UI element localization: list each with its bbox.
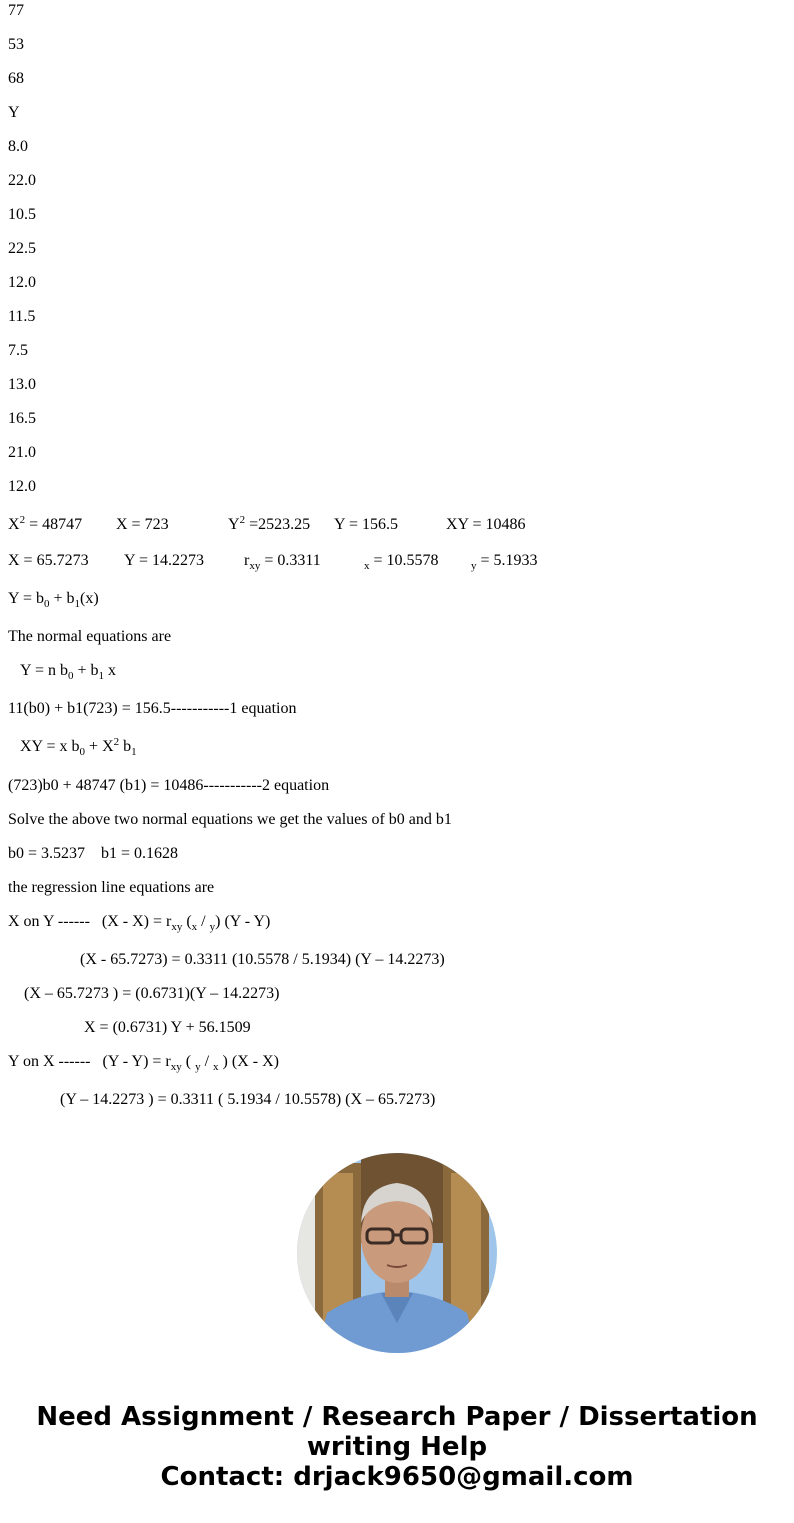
y-value: 13.0 bbox=[8, 376, 36, 393]
normal-equation-1-form: Y = n $b_0 + b_1$ x bbox=[20, 662, 117, 682]
y-value: 22.0 bbox=[8, 172, 36, 189]
x-on-y-result: X = (0.6731) Y + 56.1509 bbox=[84, 1019, 251, 1036]
sum-y: Y = 156.5 bbox=[334, 516, 398, 533]
sums-line bbox=[8, 515, 788, 535]
y-value: 11.5 bbox=[8, 308, 36, 325]
footer-line-1: Need Assignment / Research Paper / Dissertation bbox=[36, 1402, 758, 1432]
author-photo bbox=[297, 1153, 497, 1353]
coefficients: b0 = 3.5237 b1 = 0.1628 bbox=[8, 845, 179, 862]
sigma-x: $_x$ = 10.5578 bbox=[364, 552, 439, 572]
correlation-r: $r_{xy} = 0.3311$ bbox=[244, 552, 321, 572]
mean-x: X = 65.7273 bbox=[8, 552, 89, 569]
sigma-y: $_y$ = 5.1933 bbox=[471, 552, 538, 572]
y-value: 10.5 bbox=[8, 206, 36, 223]
y-value: 16.5 bbox=[8, 410, 36, 427]
footer-contact: Contact: drjack9650@gmail.com bbox=[160, 1462, 634, 1492]
y-value: 7.5 bbox=[8, 342, 28, 359]
solve-text: Solve the above two normal equations we get the values of b0 and b1 bbox=[8, 811, 452, 828]
normal-equation-1: 11(b0) + b1(723) = 156.5-----------1 equation bbox=[8, 700, 297, 717]
y-value: 22.5 bbox=[8, 240, 36, 257]
means-line bbox=[8, 551, 788, 571]
regression-title: the regression line equations are bbox=[8, 879, 215, 896]
y-value: 12.0 bbox=[8, 274, 36, 291]
sum-y-squared: $Y^2 =2523.25$ bbox=[228, 514, 311, 533]
x-on-y-step-1: (X - 65.7273) = 0.3311 (10.5578 / 5.1934) (Y – 14.2273) bbox=[80, 951, 445, 968]
mean-y: Y = 14.2273 bbox=[124, 552, 204, 569]
y-column-header: Y bbox=[8, 104, 20, 121]
y-value: 21.0 bbox=[8, 444, 36, 461]
x-value: 77 bbox=[8, 2, 24, 19]
normal-equation-2-form: XY = x $b_0 + X^2$ $b_1$ bbox=[20, 736, 137, 758]
x-on-y-equation: X on Y ------ $(X - X) = r_{xy}$ $(_x / _y)$ (Y - Y) bbox=[8, 913, 271, 933]
normal-equations-title: The normal equations are bbox=[8, 628, 172, 645]
footer-line-2: writing Help bbox=[306, 1432, 488, 1462]
normal-equation-2: (723)b0 + 48747 (b1) = 10486-----------2 equation bbox=[8, 777, 330, 794]
x-value: 68 bbox=[8, 70, 24, 87]
y-on-x-step-1: (Y – 14.2273 ) = 0.3311 ( 5.1934 / 10.5578) (X – 65.7273) bbox=[60, 1091, 436, 1108]
y-value: 12.0 bbox=[8, 478, 36, 495]
x-value: 53 bbox=[8, 36, 24, 53]
sum-xy: XY = 10486 bbox=[446, 516, 526, 533]
sum-x-squared: $X^2 = 48747$ bbox=[8, 514, 83, 533]
promo-footer bbox=[0, 1402, 794, 1492]
sum-x: X = 723 bbox=[116, 516, 169, 533]
y-on-x-equation: Y on X ------ $(Y - Y) = r_{xy}$ ( $_y$ / $_x$ ) (X - X) bbox=[8, 1053, 279, 1073]
y-value: 8.0 bbox=[8, 138, 28, 155]
author-portrait-image bbox=[297, 1153, 497, 1353]
x-on-y-step-2: (X – 65.7273 ) = (0.6731)(Y – 14.2273) bbox=[24, 985, 280, 1002]
model-equation: $Y = b_0 + b_1(x)$ bbox=[8, 590, 99, 610]
